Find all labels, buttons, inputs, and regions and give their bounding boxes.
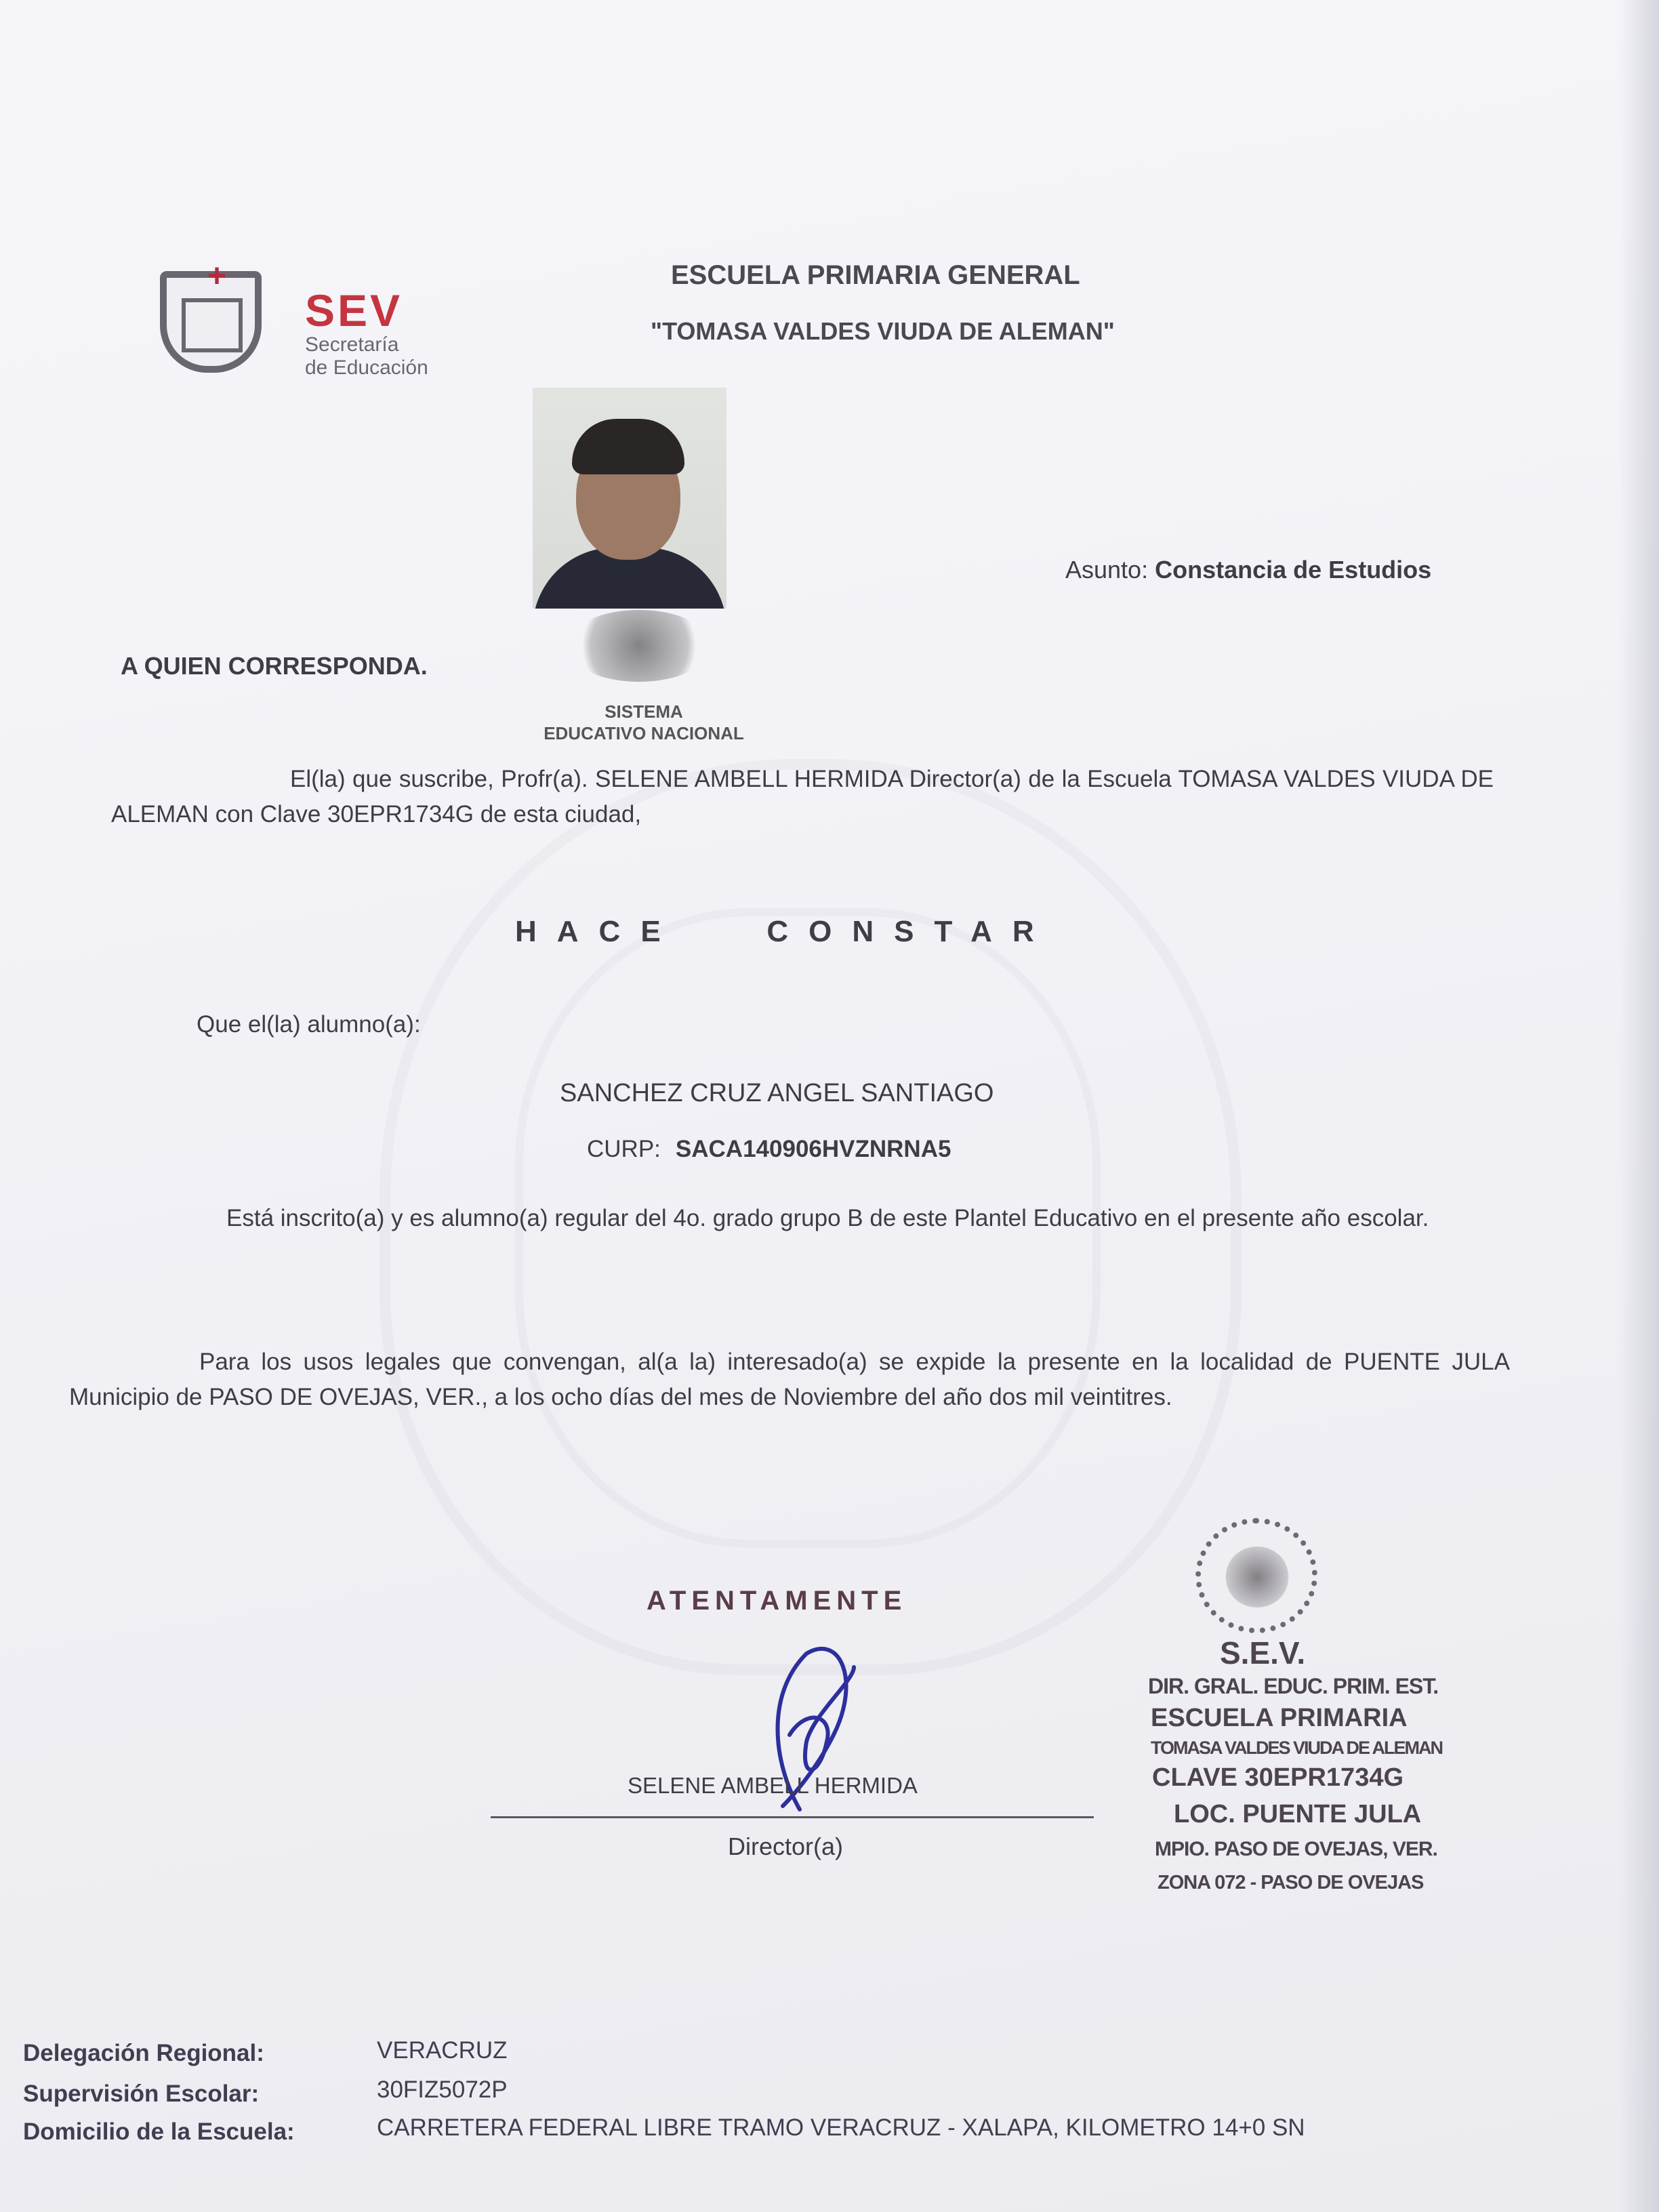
stamp-line-1: S.E.V. bbox=[1220, 1635, 1306, 1671]
stamp-line-7: MPIO. PASO DE OVEJAS, VER. bbox=[1155, 1838, 1437, 1860]
photo-seal-text-line-2: EDUCATIVO NACIONAL bbox=[544, 723, 744, 743]
sev-logo-subtitle-1: Secretaría bbox=[305, 333, 399, 356]
curp-row bbox=[587, 1136, 951, 1163]
curp-label: CURP: bbox=[587, 1136, 661, 1162]
photo-seal-text bbox=[542, 701, 745, 744]
photo-hair bbox=[572, 419, 684, 474]
stamp-line-5: CLAVE 30EPR1734G bbox=[1152, 1763, 1404, 1792]
signature-line bbox=[491, 1816, 1094, 1818]
sev-logo-title: SEV bbox=[305, 285, 403, 335]
footer-value-supervision: 30FIZ5072P bbox=[377, 2076, 508, 2103]
stamp-line-6: LOC. PUENTE JULA bbox=[1174, 1800, 1422, 1828]
stamp-line-8: ZONA 072 - PASO DE OVEJAS bbox=[1158, 1872, 1424, 1893]
subject-label: Asunto: bbox=[1065, 556, 1149, 583]
student-photo bbox=[533, 388, 726, 609]
intro-paragraph: El(la) que suscribe, Profr(a). SELENE AMBELL HERMIDA Director(a) de la Escuela TOMASA VALDES VIUDA DE ALEMAN con Clave 30EPR1734G de esta ciudad, bbox=[111, 766, 1494, 827]
photo-seal-stamp bbox=[567, 610, 712, 682]
atentamente-label: ATENTAMENTE bbox=[647, 1586, 907, 1616]
school-type: ESCUELA PRIMARIA GENERAL bbox=[671, 260, 1080, 290]
signer-name: SELENE AMBELL HERMIDA bbox=[628, 1773, 918, 1798]
photo-seal-text-line-1: SISTEMA bbox=[605, 701, 683, 722]
footer-value-delegacion: VERACRUZ bbox=[377, 2037, 508, 2064]
subject-value: Constancia de Estudios bbox=[1155, 556, 1432, 583]
cross-icon: + bbox=[207, 258, 227, 294]
student-name: SANCHEZ CRUZ ANGEL SANTIAGO bbox=[560, 1079, 994, 1107]
student-intro: Que el(la) alumno(a): bbox=[197, 1011, 421, 1038]
footer-label-delegacion: Delegación Regional: bbox=[23, 2040, 264, 2066]
school-name: "TOMASA VALDES VIUDA DE ALEMAN" bbox=[651, 317, 1115, 345]
stamp-line-3: ESCUELA PRIMARIA bbox=[1151, 1704, 1408, 1732]
stamp-line-2: DIR. GRAL. EDUC. PRIM. EST. bbox=[1148, 1674, 1439, 1698]
tower-icon bbox=[182, 298, 243, 352]
page-shadow bbox=[1618, 0, 1659, 2212]
hace-constar-heading: HACE CONSTAR bbox=[515, 915, 1054, 948]
curp-value: SACA140906HVZNRNA5 bbox=[675, 1136, 951, 1162]
purpose-paragraph: Para los usos legales que convengan, al(a la) interesado(a) se expide la presente en la localidad de PUENTE JULA Municipio de PASO DE OVEJAS, VER., a los ocho días del mes de Noviembre del año dos mil veintitres. bbox=[69, 1349, 1510, 1410]
eagle-icon bbox=[1225, 1547, 1289, 1607]
subject-line bbox=[1065, 556, 1431, 584]
enrollment-paragraph: Está inscrito(a) y es alumno(a) regular del 4o. grado grupo B de este Plantel Educativo en el presente año escolar. bbox=[226, 1205, 1429, 1231]
footer-label-domicilio: Domicilio de la Escuela: bbox=[23, 2118, 295, 2145]
salutation: A QUIEN CORRESPONDA. bbox=[121, 652, 428, 680]
signer-title: Director(a) bbox=[728, 1832, 844, 1860]
stamp-line-4: TOMASA VALDES VIUDA DE ALEMAN bbox=[1151, 1738, 1443, 1758]
footer-label-supervision: Supervisión Escolar: bbox=[23, 2081, 260, 2107]
footer-value-domicilio: CARRETERA FEDERAL LIBRE TRAMO VERACRUZ - XALAPA, KILOMETRO 14+0 SN bbox=[377, 2114, 1305, 2141]
sev-logo-subtitle-2: de Educación bbox=[305, 356, 428, 379]
